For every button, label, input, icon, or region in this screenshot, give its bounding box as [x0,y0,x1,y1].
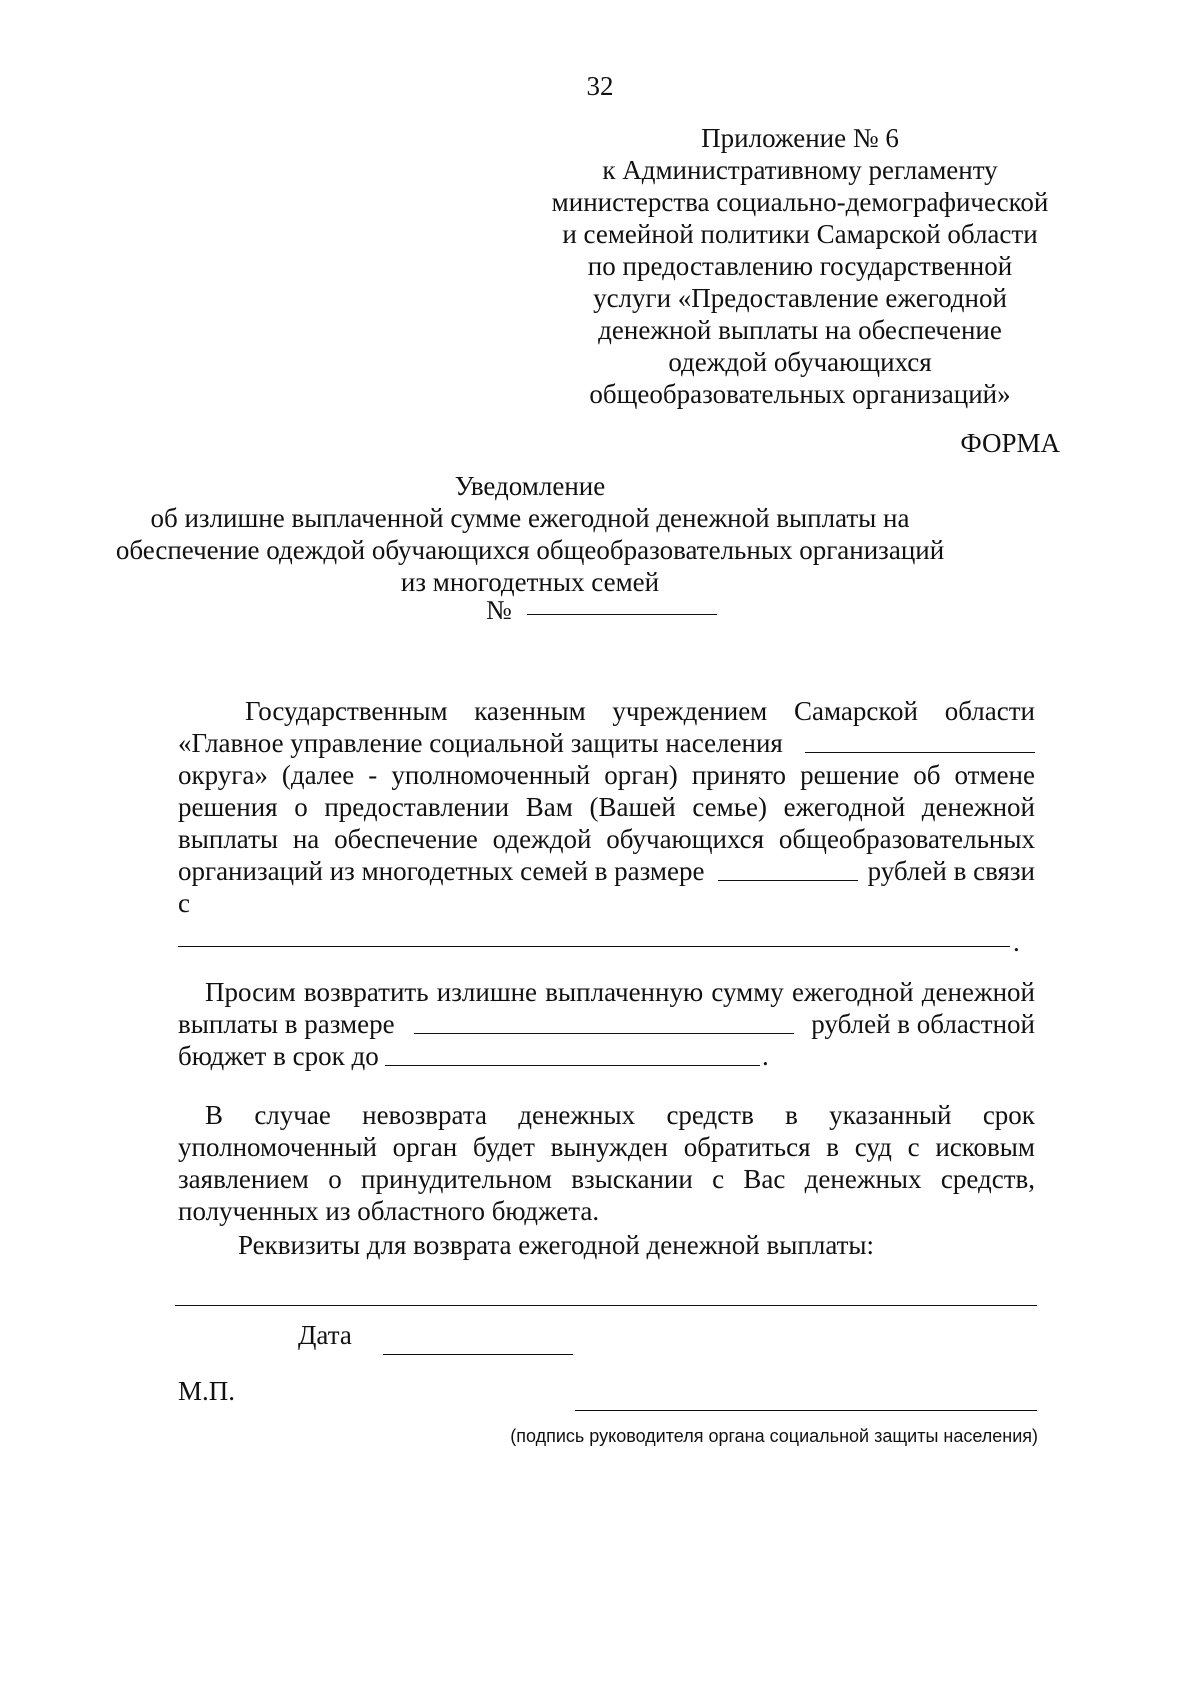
text-word: Самарской [793,696,919,726]
appendix-line: по предоставлению государственной [587,251,1013,281]
date-field[interactable] [383,1354,573,1355]
appendix-block [540,122,1060,410]
reason-field[interactable] [178,946,1010,947]
notice-subtitle-line: из многодетных семей [400,567,660,597]
paragraph-1-line-1 [245,695,1035,727]
text-word: невозврата [362,1100,487,1130]
paragraph-1-line-7: с [178,888,190,918]
paragraph-1-line-2: «Главное управление социальной защиты населения [178,728,783,758]
appendix-line: Приложение № 6 [701,123,899,153]
text-word: области [944,696,1035,726]
paragraph-3-line-3: заявлением о принудительном взыскании с Вас денежных средств, [178,1164,1035,1194]
appendix-line: министерства социально-демографической [551,187,1049,217]
date-label: Дата [298,1320,352,1350]
paragraph-1-line-6-start: организаций из многодетных семей в размере [178,856,705,886]
appendix-line: услуги «Предоставление ежегодной [593,283,1007,313]
paragraph-2-line-1: Просим возвратить излишне выплаченную сумму ежегодной денежной [205,977,1035,1007]
deadline-period: . [762,1041,769,1071]
text-word: в [785,1100,798,1130]
notice-heading: Уведомление [454,471,606,501]
text-word: денежных [518,1100,636,1130]
paragraph-3-line-2: уполномоченный орган будет вынужден обратиться в суд с исковым [178,1132,1035,1162]
text-word: В [205,1100,224,1130]
requisites-field[interactable] [175,1305,1037,1306]
signature-field[interactable] [575,1410,1037,1411]
notice-subtitle-line: об излишне выплаченной сумме ежегодной денежной выплаты на [150,503,910,533]
notice-title [100,470,960,598]
requisites-label: Реквизиты для возврата ежегодной денежной выплаты: [238,1230,875,1260]
text-word: средств [666,1100,754,1130]
paragraph-2-line-2-start: выплаты в размере [178,1009,395,1039]
appendix-line: к Административному регламенту [602,155,998,185]
stamp-label: М.П. [178,1376,236,1406]
paragraph-3-line-1 [205,1099,1035,1131]
refund-amount-field[interactable] [414,1033,794,1034]
reason-period: . [1013,927,1020,957]
paragraph-2-line-3-start: бюджет в срок до [178,1041,379,1071]
refund-deadline-field[interactable] [385,1065,760,1066]
signature-caption: (подпись руководителя органа социальной защиты населения) [510,1426,1038,1446]
text-word: казенным [474,696,586,726]
text-word: случае [254,1100,331,1130]
paragraph-1-line-4: решения о предоставлении Вам (Вашей семье) ежегодной денежной [178,792,1035,822]
form-label: ФОРМА [960,428,1060,458]
paragraph-1-line-5: выплаты на обеспечение одеждой обучающихся общеобразовательных [178,824,1035,854]
appendix-line: одеждой обучающихся [668,347,932,377]
notice-number-label: № [486,595,512,625]
notice-subtitle-line: обеспечение одеждой обучающихся общеобразовательных организаций [115,535,945,565]
paragraph-1-line-3: округа» (далее - уполномоченный орган) принято решение об отмене [178,760,1035,790]
paragraph-1-line-6-end: рублей в связи [867,856,1035,886]
amount-field[interactable] [718,880,858,881]
appendix-line: денежной выплаты на обеспечение [598,315,1002,345]
text-word: учреждением [612,696,768,726]
district-name-field[interactable] [805,752,1035,753]
paragraph-3-line-4: полученных из областного бюджета. [178,1196,600,1226]
text-word: Государственным [245,696,448,726]
appendix-line: и семейной политики Самарской области [562,219,1038,249]
text-word: срок [982,1100,1035,1130]
paragraph-2-line-2-end: рублей в областной [811,1009,1035,1039]
text-word: указанный [829,1100,952,1130]
notice-number-field[interactable] [527,614,717,615]
appendix-line: общеобразовательных организаций» [589,379,1011,409]
page-number: 32 [586,71,614,101]
